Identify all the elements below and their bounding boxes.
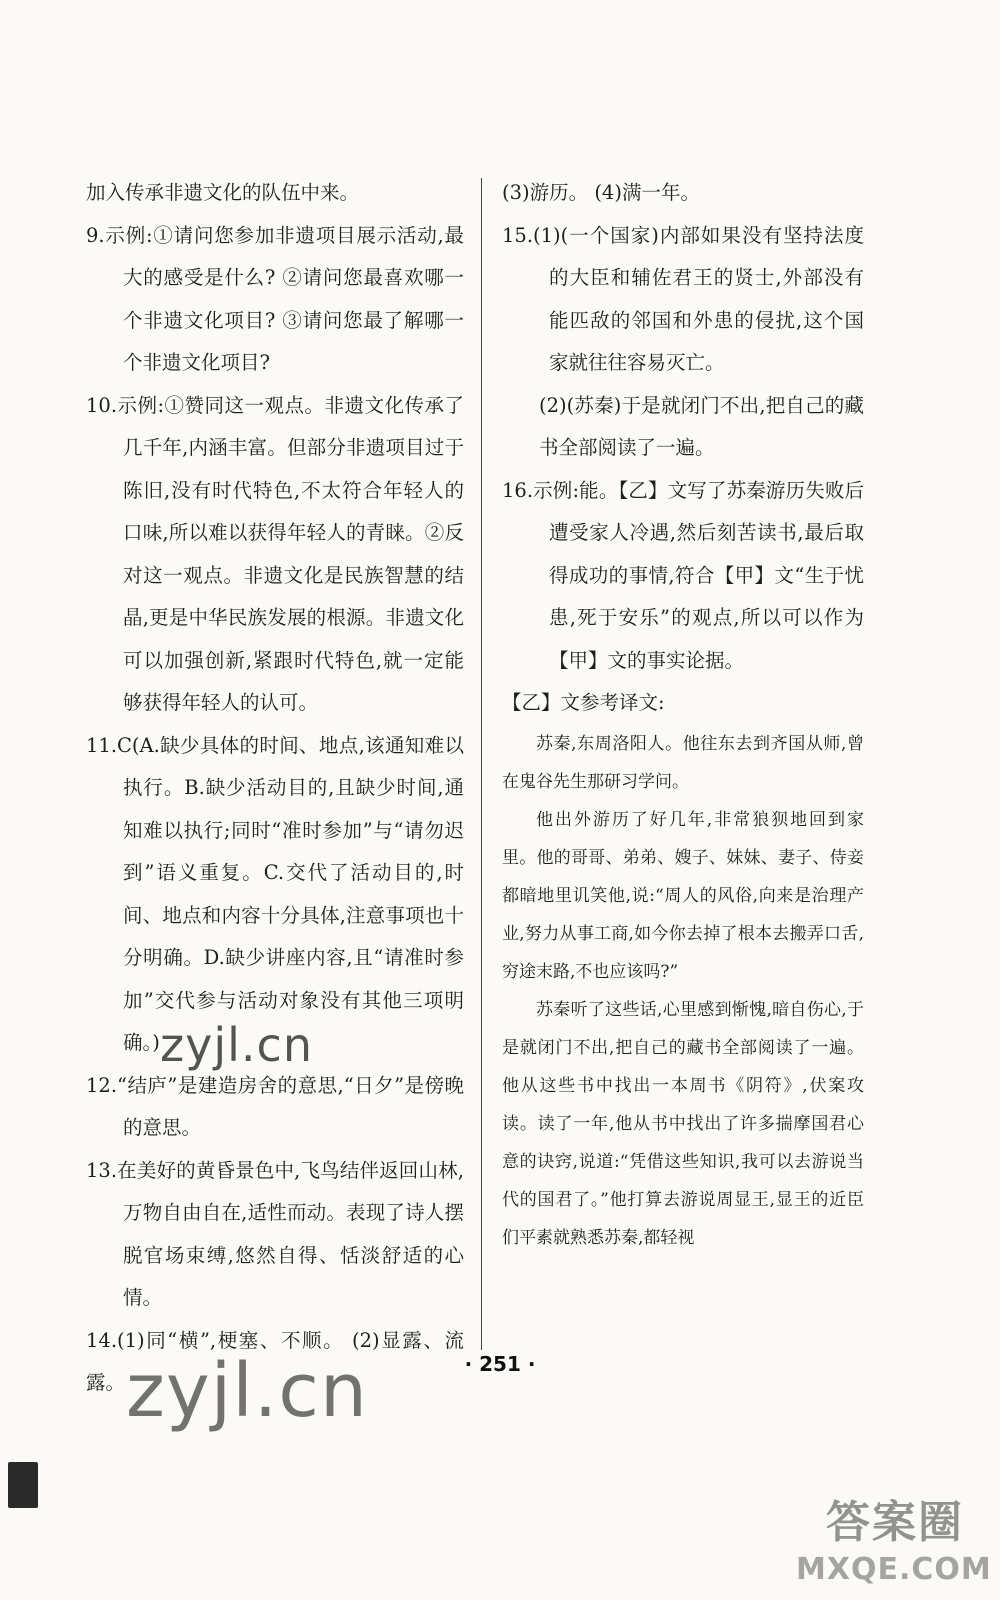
answer-15-part1: 15.(1)(一个国家)内部如果没有坚持法度的大臣和辅佐君王的贤士,外部没有能匹敌的邻国和外患的侵扰,这个国家就往往容易灭亡。	[502, 223, 864, 374]
answer-16: 16.示例:能。【乙】文写了苏秦游历失败后遭受家人冷遇,然后刻苦读书,最后取得成功的事情,符合【甲】文“生于忧患,死于安乐”的观点,所以可以作为【甲】文的事实论据。	[502, 478, 864, 672]
left-column	[86, 172, 464, 1405]
answer-12: 12.“结庐”是建造房舍的意思,“日夕”是傍晚的意思。	[86, 1073, 464, 1139]
answer-continuation: 加入传承非遗文化的队伍中来。	[86, 181, 360, 204]
answer-13: 13.在美好的黄昏景色中,飞鸟结伴返回山林,万物自由自在,适性而动。表现了诗人摆脱官场束缚,悠然自得、恬淡舒适的心情。	[86, 1158, 464, 1309]
answer-11: 11.C(A.缺少具体的时间、地点,该通知难以执行。B.缺少活动目的,且缺少时间,通知难以执行;同时“准时参加”与“请勿迟到”语义重复。C.交代了活动目的,时间、地点和内容十分具体,注意事项也十分明确。D.缺少讲座内容,且“请准时参加”交代参与活动对象没有其他三项明确。)	[86, 733, 464, 1054]
column-divider	[481, 178, 482, 1350]
answer-10: 10.示例:①赞同这一观点。非遗文化传承了几千年,内涵丰富。但部分非遗项目过于陈旧,没有时代特色,不太符合年轻人的口味,所以难以获得年轻人的青睐。②反对这一观点。非遗文化是民族智慧的结晶,更是中华民族发展的根源。非遗文化可以加强创新,紧跟时代特色,就一定能够获得年轻人的认可。	[86, 393, 464, 714]
right-column	[502, 172, 864, 1257]
watermark-bottom: zyjl.cn	[126, 1348, 368, 1434]
brand-logo: 答案圈	[826, 1497, 964, 1548]
translation-heading: 【乙】文参考译文:	[502, 691, 665, 714]
watermark-mid: zyjl.cn	[160, 1018, 313, 1072]
translation-paragraph-3: 苏秦听了这些话,心里感到惭愧,暗自伤心,于是就闭门不出,把自己的藏书全部阅读了一遍。他从这些书中找出一本周书《阴符》,伏案攻读。读了一年,他从书中找出了许多揣摩国君心意的诀窍,说道:“凭借这些知识,我可以去游说当代的国君了。”他打算去游说周显王,显王的近臣们平素就熟悉苏秦,都轻视	[502, 999, 864, 1248]
answer-14: 14.(1)同“横”,梗塞、不顺。 (2)显露、流露。	[86, 1328, 464, 1394]
answer-15-part2: (2)(苏秦)于是就闭门不出,把自己的藏书全部阅读了一遍。	[539, 393, 864, 459]
brand-url: MXQE.COM	[796, 1552, 992, 1587]
page-number: · 251 ·	[464, 1352, 536, 1376]
translation-paragraph-2: 他出外游历了好几年,非常狼狈地回到家里。他的哥哥、弟弟、嫂子、妹妹、妻子、侍妾都暗地里讥笑他,说:“周人的风俗,向来是治理产业,努力从事工商,如今你去掉了根本去搬弄口舌,穷途末路,不也应该吗?”	[502, 809, 864, 982]
translation-paragraph-1: 苏秦,东周洛阳人。他往东去到齐国从师,曾在鬼谷先生那研习学问。	[502, 733, 864, 792]
scan-corner-mark	[8, 1462, 38, 1508]
answer-14-continued: (3)游历。 (4)满一年。	[502, 181, 700, 204]
answer-9: 9.示例:①请问您参加非遗项目展示活动,最大的感受是什么? ②请问您最喜欢哪一个非遗文化项目? ③请问您最了解哪一个非遗文化项目?	[86, 223, 464, 374]
